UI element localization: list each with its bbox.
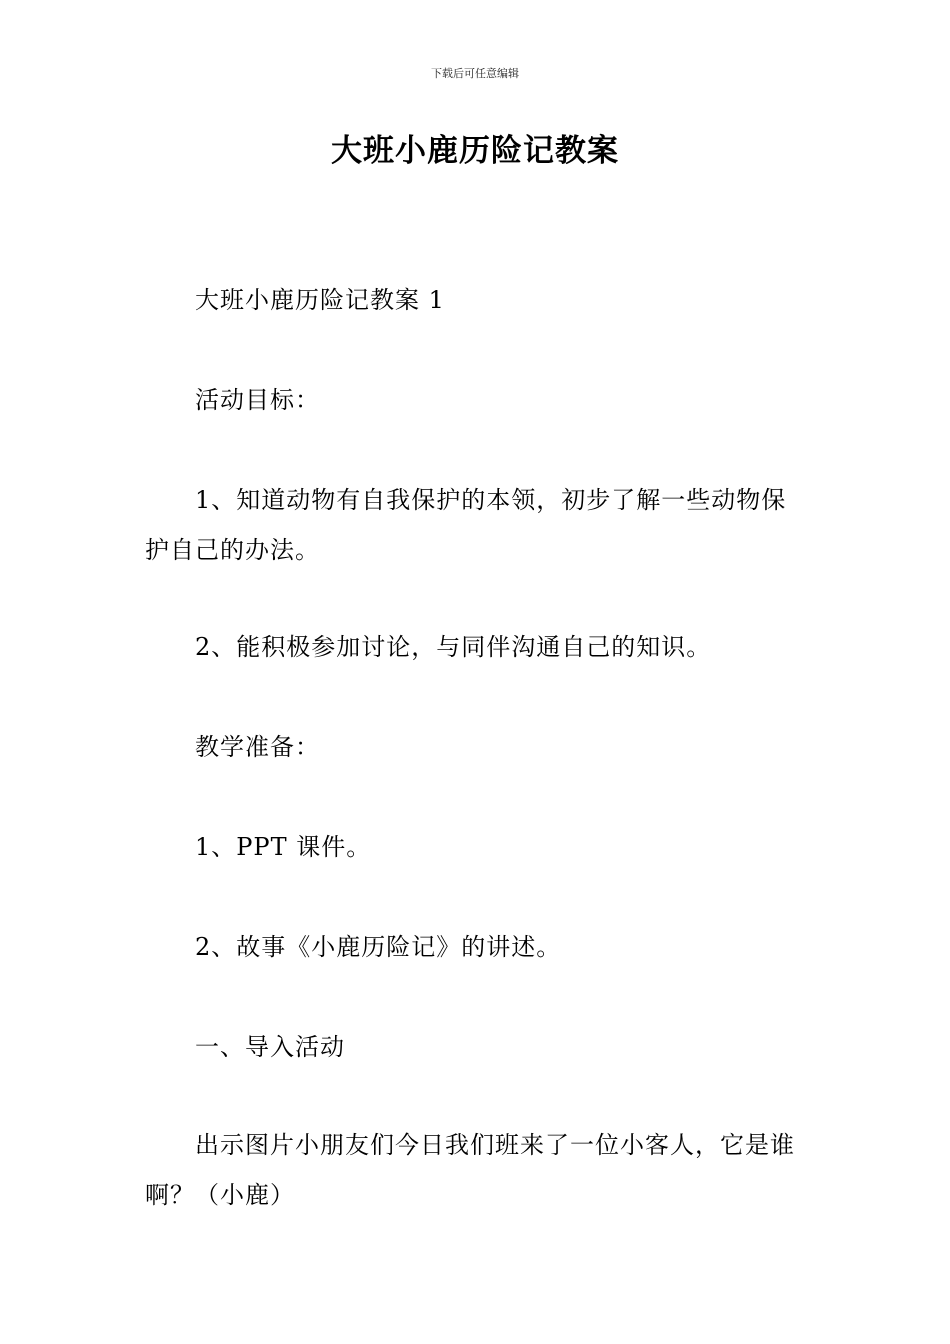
paragraph-goals-heading: 活动目标：: [195, 386, 320, 414]
header-note: 下载后可任意编辑: [431, 67, 519, 80]
paragraph-prep-1: 1、PPT 课件。: [195, 833, 372, 861]
paragraph-goal-1: 1、知道动物有自我保护的本领，初步了解一些动物保护自己的办法。: [145, 486, 787, 564]
paragraph-prep-heading: 教学准备：: [195, 733, 320, 761]
paragraph-goal-2: 2、能积极参加讨论，与同伴沟通自己的知识。: [195, 633, 712, 661]
paragraph-subtitle: 大班小鹿历险记教案 1: [195, 286, 445, 314]
document-title: 大班小鹿历险记教案: [331, 133, 619, 169]
paragraph-intro: 出示图片小朋友们今日我们班来了一位小客人，它是谁啊？（小鹿）: [145, 1131, 795, 1209]
paragraph-prep-2: 2、故事《小鹿历险记》的讲述。: [195, 933, 562, 961]
paragraph-section-1: 一、导入活动: [195, 1033, 345, 1061]
